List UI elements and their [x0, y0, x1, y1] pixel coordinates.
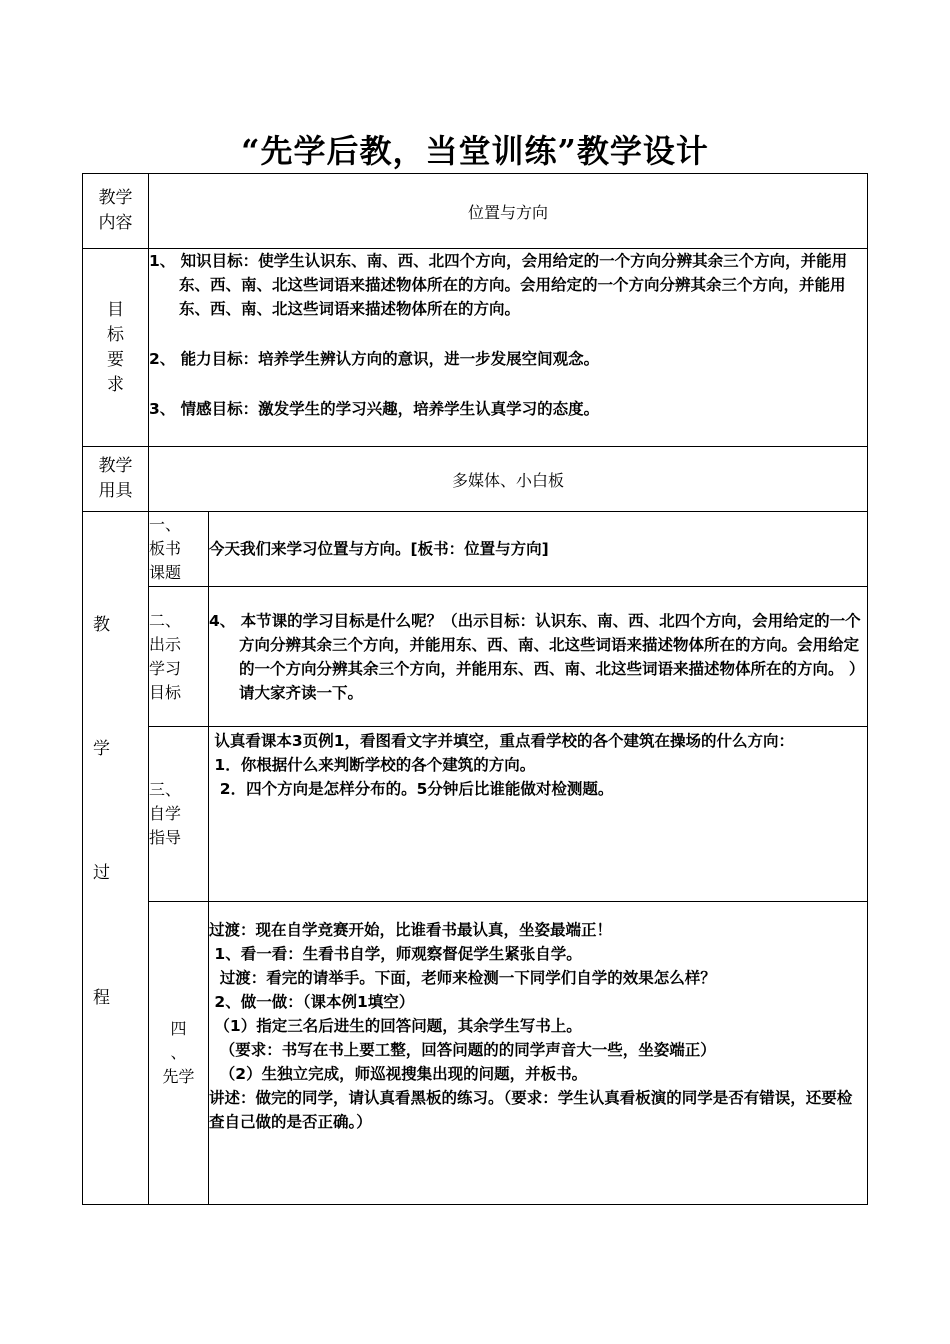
step-3-label	[149, 727, 209, 902]
goals-label	[83, 249, 149, 447]
step-label-line: 三、	[149, 780, 182, 799]
row-teaching-content	[83, 174, 868, 249]
row-teaching-tools	[83, 447, 868, 512]
row-step-1	[83, 512, 868, 587]
step-4-line: 过渡：现在自学竞赛开始，比谁看书最认真，坐姿最端正！	[209, 921, 613, 939]
teaching-content-label-line2: 内容	[98, 213, 133, 233]
step-label-line: 四	[170, 1019, 187, 1038]
teaching-content-value: 位置与方向	[149, 174, 868, 249]
step-2-content	[209, 587, 868, 727]
step-4-content	[209, 902, 868, 1205]
process-label-char: 学	[93, 739, 110, 759]
teaching-tools-label-line1: 教学	[98, 456, 133, 476]
step-1-line: 今天我们来学习位置与方向。[板书：位置与方向]	[209, 540, 549, 558]
step-label-line: 、	[170, 1043, 187, 1062]
teaching-tools-label-line2: 用具	[98, 481, 133, 501]
teaching-tools-label	[83, 447, 149, 512]
step-label-line: 一、	[149, 515, 182, 534]
row-step-3	[83, 727, 868, 902]
lesson-plan-table	[82, 173, 868, 1205]
goals-content	[149, 249, 868, 447]
step-3-line: 2．四个方向是怎样分布的。5分钟后比谁能做对检测题。	[209, 780, 614, 798]
step-4-line: （1）指定三名后进生的回答问题，其余学生写书上。	[209, 1017, 582, 1035]
row-step-4	[83, 902, 868, 1205]
step-label-line: 目标	[149, 682, 182, 702]
process-label-char: 教	[93, 615, 110, 635]
step-1-label	[149, 512, 209, 587]
goals-label-char: 求	[107, 374, 124, 395]
teaching-tools-value: 多媒体、小白板	[149, 447, 868, 512]
step-label-line: 出示	[149, 634, 182, 654]
step-4-line: （2）生独立完成，师巡视搜集出现的问题，并板书。	[209, 1065, 588, 1083]
goals-label-char: 要	[107, 349, 124, 370]
step-label-line: 自学	[149, 804, 182, 823]
process-label-char: 过	[93, 863, 110, 883]
page-title: “先学后教，当堂训练”教学设计	[241, 132, 709, 170]
step-3-line: 1．你根据什么来判断学校的各个建筑的方向。	[209, 756, 536, 774]
goals-label-char: 标	[107, 324, 124, 345]
goal-ability: 2、 能力目标：培养学生辨认方向的意识，进一步发展空间观念。	[149, 350, 600, 368]
teaching-content-label	[83, 174, 149, 249]
row-goals	[83, 249, 868, 447]
step-label-line: 指导	[149, 828, 182, 847]
goal-knowledge: 1、 知识目标：使学生认识东、南、西、北四个方向，会用给定的一个方向分辨其余三个方向，并能用东、西、南、北这些词语来描述物体所在的方向。会用给定的一个方向分辨其余三个方向，并能用东、西、南、北这些词语来描述物体所在的方向。	[149, 252, 848, 318]
step-3-line: 认真看课本3页例1，看图看文字并填空，重点看学校的各个建筑在操场的什么方向：	[209, 732, 794, 750]
step-2-label	[149, 587, 209, 727]
step-1-content	[209, 512, 868, 587]
step-4-label	[149, 902, 209, 1205]
step-label-line: 课题	[149, 563, 182, 582]
step-4-line: 1、看一看：生看书自学，师观察督促学生紧张自学。	[209, 945, 582, 963]
row-step-2	[83, 587, 868, 727]
step-4-line: 2、做一做：（课本例1填空）	[209, 993, 415, 1011]
step-label-line: 二、	[149, 610, 182, 630]
step-3-content	[209, 727, 868, 902]
goal-emotion: 3、 情感目标：激发学生的学习兴趣，培养学生认真学习的态度。	[149, 400, 600, 418]
teaching-content-label-line1: 教学	[98, 188, 133, 208]
process-label	[83, 512, 149, 1205]
step-label-line: 先学	[162, 1067, 195, 1086]
step-label-line: 学习	[149, 658, 182, 678]
step-2-line: 4、 本节课的学习目标是什么呢？（出示目标：认识东、南、西、北四个方向，会用给定的一个方向分辨其余三个方向，并能用东、西、南、北这些词语来描述物体所在的方向。会用给定的一个方向分辨其余三个方向，并能用东、西、南、北这些词语来描述物体所在的方向。 ）请大家齐读一下。	[209, 611, 865, 702]
step-4-line: 过渡：看完的请举手。下面，老师来检测一下同学们自学的效果怎么样？	[209, 969, 716, 987]
step-4-line: 讲述：做完的同学，请认真看黑板的练习。（要求：学生认真看板演的同学是否有错误，还要检查自己做的是否正确。）	[209, 1089, 853, 1131]
process-label-char: 程	[93, 988, 110, 1008]
goals-label-char: 目	[107, 299, 124, 320]
step-4-line: （要求：书写在书上要工整，回答问题的的同学声音大一些，坐姿端正）	[209, 1041, 716, 1059]
step-label-line: 板书	[149, 539, 182, 558]
